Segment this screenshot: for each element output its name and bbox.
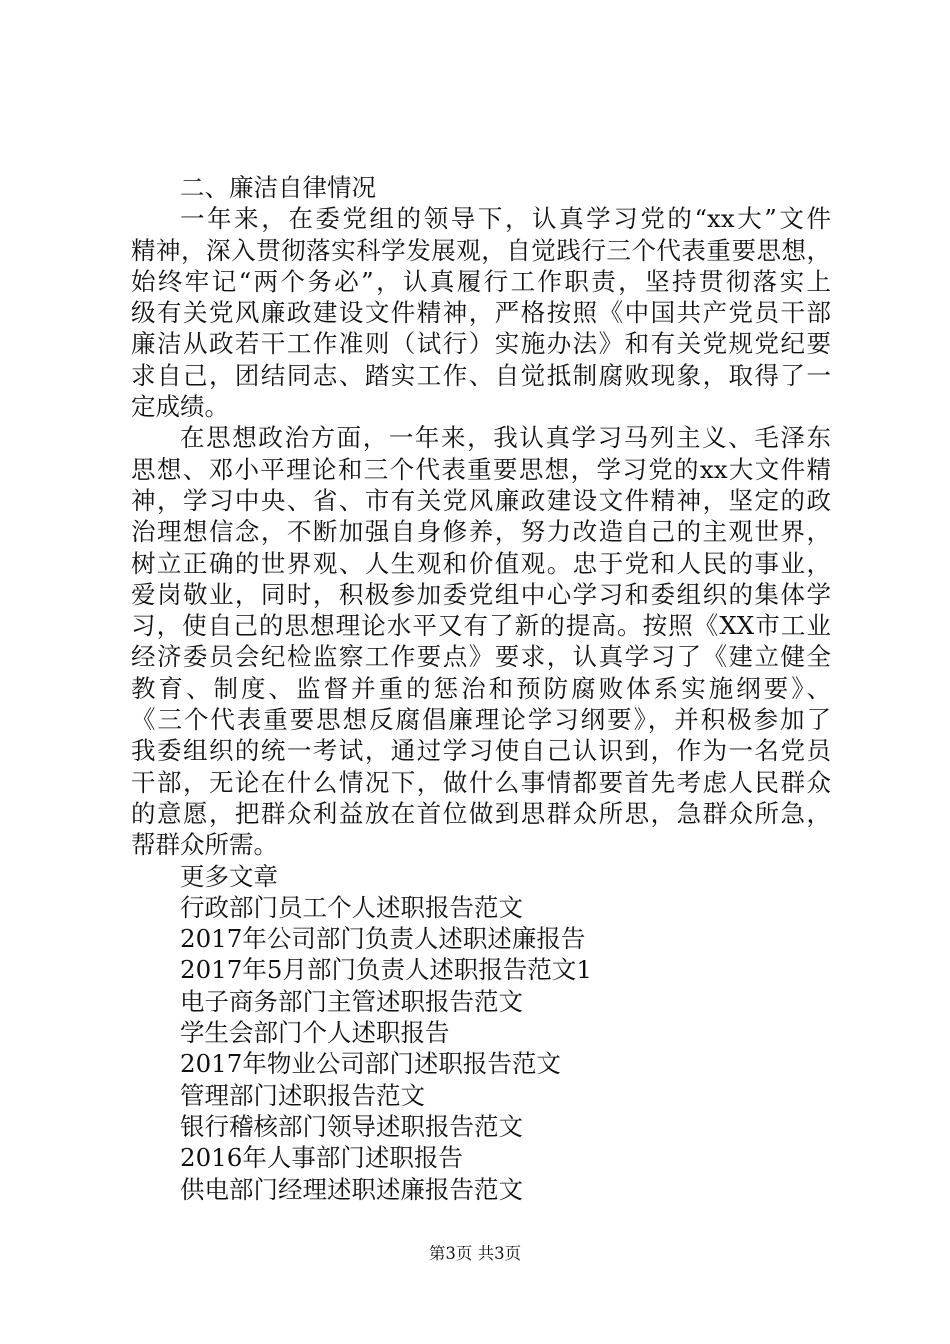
more-article-link[interactable]: 2017年公司部门负责人述职述廉报告 (180, 924, 586, 954)
section-heading: 二、廉洁自律情况 (180, 173, 376, 202)
paragraph-line: 始终牢记“两个务必”，认真履行工作职责，坚持贯彻落实上 (131, 266, 831, 296)
more-article-link[interactable]: 2017年5月部门负责人述职报告范文1 (180, 955, 593, 985)
paragraph-line: 《三个代表重要思想反腐倡廉理论学习纲要》，并积极参加了 (131, 705, 831, 735)
more-article-link[interactable]: 供电部门经理述职述廉报告范文 (180, 1174, 523, 1204)
paragraph-integrity (131, 203, 831, 422)
paragraph-line: 思想、邓小平理论和三个代表重要思想，学习党的xx大文件精 (131, 454, 831, 484)
paragraph-line: 求自己，团结同志、踏实工作、自觉抵制腐败现象，取得了一 (131, 360, 831, 390)
more-article-link[interactable]: 学生会部门个人述职报告 (180, 1018, 450, 1048)
paragraph-line: 爱岗敬业，同时，积极参加委党组中心学习和委组织的集体学 (131, 579, 831, 609)
paragraph-line: 一年来，在委党组的领导下，认真学习党的“xx大”文件 (180, 204, 831, 234)
page-number-footer: 第3页 共3页 (428, 1244, 522, 1263)
more-article-link[interactable]: 管理部门述职报告范文 (180, 1080, 425, 1110)
paragraph-line: 教育、制度、监督并重的惩治和预防腐败体系实施纲要》、 (131, 673, 831, 703)
more-article-link[interactable]: 银行稽核部门领导述职报告范文 (180, 1111, 523, 1141)
paragraph-line: 干部，无论在什么情况下，做什么事情都要首先考虑人民群众 (131, 767, 831, 797)
more-articles-title: 更多文章 (180, 861, 278, 891)
more-article-link[interactable]: 行政部门员工个人述职报告范文 (180, 892, 523, 922)
paragraph-line: 治理想信念，不断加强自身修养，努力改造自己的主观世界， (131, 517, 831, 547)
paragraph-line: 定成绩。 (131, 392, 229, 422)
paragraph-line: 帮群众所需。 (131, 830, 278, 860)
paragraph-line: 树立正确的世界观、人生观和价值观。忠于党和人民的事业， (131, 548, 831, 578)
paragraph-line: 的意愿，把群众利益放在首位做到思群众所思，急群众所急， (131, 798, 831, 828)
more-article-link[interactable]: 2016年人事部门述职报告 (180, 1143, 463, 1173)
paragraph-line: 我委组织的统一考试，通过学习使自己认识到，作为一名党员 (131, 736, 831, 766)
paragraph-line: 经济委员会纪检监察工作要点》要求，认真学习了《建立健全 (131, 642, 831, 672)
paragraph-line: 习，使自己的思想理论水平又有了新的提高。按照《XX市工业 (131, 611, 831, 641)
document-body (131, 172, 831, 1205)
more-articles-list (131, 892, 831, 1205)
paragraph-political-thought (131, 422, 831, 860)
more-article-link[interactable]: 2017年物业公司部门述职报告范文 (180, 1049, 561, 1079)
paragraph-line: 级有关党风廉政建设文件精神，严格按照《中国共产党员干部 (131, 298, 831, 328)
paragraph-line: 廉洁从政若干工作准则（试行）实施办法》和有关党规党纪要 (131, 329, 831, 359)
more-article-link[interactable]: 电子商务部门主管述职报告范文 (180, 986, 523, 1016)
paragraph-line: 神，学习中央、省、市有关党风廉政建设文件精神，坚定的政 (131, 485, 831, 515)
paragraph-line: 精神，深入贯彻落实科学发展观，自觉践行三个代表重要思想， (131, 235, 831, 265)
paragraph-line: 在思想政治方面，一年来，我认真学习马列主义、毛泽东 (180, 423, 831, 453)
